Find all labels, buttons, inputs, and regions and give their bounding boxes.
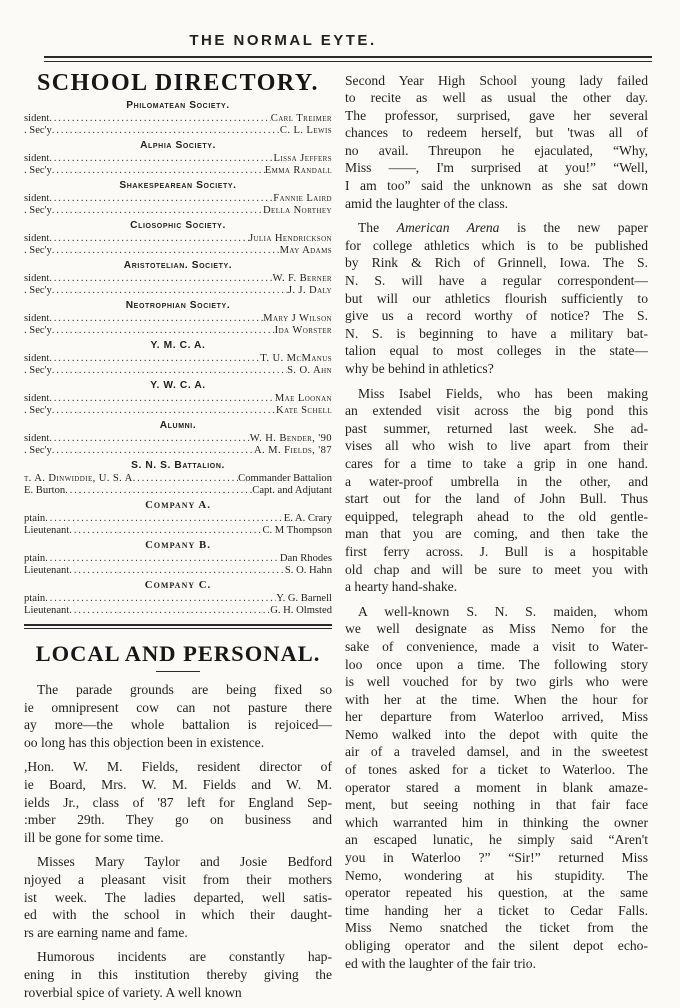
directory-entry-value: C. M Thompson <box>262 525 332 537</box>
paragraph <box>345 603 648 972</box>
directory-entry-row <box>24 353 332 365</box>
directory-entry-value: Julia Hendrickson <box>249 233 332 245</box>
text-line: loo once upon a time. The following story <box>345 656 648 674</box>
directory-group-heading: Alumni. <box>24 420 332 432</box>
text-line: for college athletics which is to be published <box>345 237 648 255</box>
dot-leader <box>49 153 273 165</box>
directory-group-heading: Company C. <box>24 580 332 592</box>
dot-leader <box>49 273 272 285</box>
dot-leader <box>52 245 280 257</box>
directory-group-heading: Philomatean Society. <box>24 100 332 112</box>
directory-entry-label: sident <box>24 433 49 445</box>
directory-entry-label: sident <box>24 313 49 325</box>
right-column-body <box>345 72 648 973</box>
text-line: vises all who wish to live apart from their <box>345 437 648 455</box>
dot-leader <box>52 445 254 457</box>
masthead-title: THE NORMAL EYTE. <box>0 32 597 49</box>
dot-leader <box>52 205 263 217</box>
directory-entry-label: sident <box>24 393 49 405</box>
text-line: ill be gone for some time. <box>24 829 332 847</box>
dot-leader <box>65 485 252 497</box>
text-line: Nemo, wondering at his stupidity. The <box>345 867 648 885</box>
directory-entry-label: sident <box>24 193 49 205</box>
directory-entry-row <box>24 445 332 457</box>
paragraph <box>345 385 648 596</box>
text-line: air of a traveled damsel, and in the sweetest <box>345 743 648 761</box>
text-line: talion equal to most colleges in the state— <box>345 342 648 360</box>
directory-group-heading: Company A. <box>24 500 332 512</box>
text-line: A well-known S. N. S. maiden, whom <box>345 603 648 621</box>
directory-group-heading: Shakespearean Society. <box>24 180 332 192</box>
directory-entry-value: Dan Rhodes <box>280 553 332 565</box>
text-line: operator stared a moment in blank amaze- <box>345 779 648 797</box>
directory-entry-row <box>24 233 332 245</box>
school-directory-list <box>24 100 332 617</box>
text-line: no avail. Threupon he ejaculated, “Why, <box>345 142 648 160</box>
dot-leader <box>133 473 238 485</box>
paragraph <box>24 758 332 846</box>
directory-entry-value: Ida Worster <box>275 325 332 337</box>
text-line: time handing her a ticket to Cedar Falls. <box>345 902 648 920</box>
dot-leader <box>52 405 276 417</box>
directory-entry-row <box>24 393 332 405</box>
directory-group <box>24 260 332 297</box>
text-line: old chap and will be sure to meet you with <box>345 561 648 579</box>
directory-entry-value: Emma Randall <box>265 165 332 177</box>
text-line: man that you are coming, and then take the <box>345 525 648 543</box>
text-line: but will our athletics flourish sufficiently to <box>345 290 648 308</box>
directory-entry-row <box>24 285 332 297</box>
directory-group <box>24 300 332 337</box>
text-line: Miss Isabel Fields, who has been making <box>345 385 648 403</box>
directory-entry-row <box>24 593 332 605</box>
text-line: operator repeated his question, at the same <box>345 884 648 902</box>
directory-entry-label: . Sec'y <box>24 365 52 377</box>
directory-group-heading: Y. W. C. A. <box>24 380 332 392</box>
directory-group <box>24 460 332 497</box>
directory-entry-label: Lieutenant <box>24 525 69 537</box>
directory-entry-row <box>24 513 332 525</box>
directory-entry-label: ptain <box>24 593 45 605</box>
directory-entry-label: Lieutenant <box>24 565 69 577</box>
directory-entry-row <box>24 325 332 337</box>
directory-group <box>24 220 332 257</box>
directory-group-heading: Y. M. C. A. <box>24 340 332 352</box>
text-line: amid the laughter of the class. <box>345 195 648 213</box>
directory-entry-label: . Sec'y <box>24 445 52 457</box>
directory-entry-row <box>24 565 332 577</box>
dot-leader <box>49 113 270 125</box>
text-line: a water-proof umbrella in the other, and <box>345 473 648 491</box>
text-line: oo long has this objection been in existence. <box>24 734 332 752</box>
directory-group-heading: Alphia Society. <box>24 140 332 152</box>
directory-group <box>24 580 332 617</box>
directory-entry-row <box>24 405 332 417</box>
directory-entry-label: t. A. Dinwiddie, U. S. A <box>24 473 133 485</box>
directory-group <box>24 180 332 217</box>
directory-entry-label: Lieutenant <box>24 605 69 617</box>
text-line: is well vouched for by two girls who were <box>345 673 648 691</box>
local-and-personal-body <box>24 681 332 1001</box>
directory-group <box>24 340 332 377</box>
dot-leader <box>52 165 265 177</box>
directory-entry-row <box>24 113 332 125</box>
paragraph <box>24 681 332 751</box>
directory-group-heading: Neotrophian Society. <box>24 300 332 312</box>
dot-leader <box>49 353 260 365</box>
directory-entry-row <box>24 245 332 257</box>
directory-entry-value: May Adams <box>280 245 332 257</box>
text-line: first ferry across. J. Bull is a hospitable <box>345 543 648 561</box>
directory-group-heading: S. N. S. Battalion. <box>24 460 332 472</box>
directory-entry-label: . Sec'y <box>24 245 52 257</box>
directory-entry-value: Kate Schell <box>276 405 332 417</box>
text-line: give us a record worthy of notice? The S. <box>345 307 648 325</box>
dot-leader <box>49 433 249 445</box>
directory-entry-label: . Sec'y <box>24 165 52 177</box>
dot-leader <box>49 393 275 405</box>
text-line: Miss Nemo snatched the ticket from the <box>345 919 648 937</box>
dot-leader <box>45 513 284 525</box>
directory-entry-row <box>24 433 332 445</box>
text-line: ie Board, Mrs. W. M. Fields and W. M. <box>24 776 332 794</box>
directory-entry-row <box>24 153 332 165</box>
directory-entry-label: . Sec'y <box>24 205 52 217</box>
right-column <box>345 70 648 1008</box>
text-line: why be behind in athletics? <box>345 360 648 378</box>
text-line: Nemo walked into the depot with quite the <box>345 726 648 744</box>
text-line: you in Waterloo ?” “Sir!” returned Miss <box>345 849 648 867</box>
directory-entry-value: A. M. Fields, '87 <box>254 445 332 457</box>
directory-entry-label: . Sec'y <box>24 285 52 297</box>
text-line: sake of convenience, made a visit to Water- <box>345 638 648 656</box>
text-line: ay more—the whole battalion is rejoiced— <box>24 716 332 734</box>
directory-entry-row <box>24 525 332 537</box>
directory-entry-value: G. H. Olmsted <box>270 605 332 617</box>
directory-entry-row <box>24 553 332 565</box>
local-and-personal-title: LOCAL AND PERSONAL. <box>24 641 332 667</box>
directory-entry-value: Carl Treimer <box>271 113 332 125</box>
directory-entry-row <box>24 205 332 217</box>
text-line: chances to redeem herself, but 'twas all of <box>345 124 648 142</box>
dot-leader <box>69 525 262 537</box>
text-line: equipped, telegraph ahead to the old gentle- <box>345 508 648 526</box>
directory-group <box>24 540 332 577</box>
text-line: cares for a time to take a grip in one hand. <box>345 455 648 473</box>
school-directory-title: SCHOOL DIRECTORY. <box>24 70 332 97</box>
text-line: to recite as well as usual the other day. <box>345 89 648 107</box>
dot-leader <box>52 285 288 297</box>
text-line: start out for the land of John Bull. Thus <box>345 490 648 508</box>
text-line: Miss ——, I'm surprised at you!” “Well, <box>345 159 648 177</box>
text-line: an extended visit across the big pond this <box>345 402 648 420</box>
directory-entry-value: S. O. Ahn <box>287 365 332 377</box>
text-line: njoyed a pleasant visit from their mothers <box>24 871 332 889</box>
text-line: N. S. will have a regular correspondent— <box>345 272 648 290</box>
text-line: roverbial spice of variety. A well known <box>24 984 332 1002</box>
directory-entry-label: sident <box>24 113 49 125</box>
directory-group-heading: Company B. <box>24 540 332 552</box>
text-line: I am too” said the unknown as she sat down <box>345 177 648 195</box>
text-line: a hearty hand-shake. <box>345 578 648 596</box>
dot-leader <box>45 593 276 605</box>
text-line: ening in this institution thereby giving the <box>24 966 332 984</box>
directory-entry-row <box>24 365 332 377</box>
text-line: Misses Mary Taylor and Josie Bedford <box>24 853 332 871</box>
directory-group-heading: Cliosophic Society. <box>24 220 332 232</box>
directory-entry-value: Commander Battalion <box>238 473 332 485</box>
directory-entry-row <box>24 313 332 325</box>
dot-leader <box>69 605 270 617</box>
text-line: her departure from Waterloo arrived, Miss <box>345 708 648 726</box>
text-line: ed with the school in which their daught- <box>24 906 332 924</box>
directory-entry-label: . Sec'y <box>24 325 52 337</box>
directory-entry-value: T. U. McManus <box>260 353 332 365</box>
directory-entry-value: Mary J Wilson <box>263 313 332 325</box>
directory-group <box>24 380 332 417</box>
text-line: an escaped lunatic, he simply said “Aren't <box>345 831 648 849</box>
directory-entry-label: ptain <box>24 513 45 525</box>
page-columns <box>24 70 652 1008</box>
directory-entry-label: . Sec'y <box>24 125 52 137</box>
dot-leader <box>69 565 285 577</box>
dot-leader <box>45 553 280 565</box>
dot-leader <box>52 365 287 377</box>
dot-leader <box>49 313 263 325</box>
directory-entry-value: Capt. and Adjutant <box>252 485 332 497</box>
directory-entry-value: Y. G. Barnell <box>276 593 332 605</box>
text-line: Second Year High School young lady failed <box>345 72 648 90</box>
directory-entry-row <box>24 193 332 205</box>
directory-entry-row <box>24 473 332 485</box>
title-flourish-rule <box>156 671 200 672</box>
directory-entry-row <box>24 273 332 285</box>
text-line: ist week. The ladies departed, well satis- <box>24 889 332 907</box>
text-line: The professor, surprised, gave her several <box>345 107 648 125</box>
directory-entry-label: sident <box>24 353 49 365</box>
directory-entry-label: sident <box>24 153 49 165</box>
directory-entry-value: C. L. Lewis <box>280 125 332 137</box>
text-line: ed with the laughter of the fair trio. <box>345 955 648 973</box>
directory-entry-value: W. H. Bender, '90 <box>250 433 332 445</box>
text-line: ields Jr., class of '87 left for England Sep- <box>24 794 332 812</box>
text-line: we well designate as Miss Nemo for the <box>345 620 648 638</box>
text-line: ,Hon. W. M. Fields, resident director of <box>24 758 332 776</box>
directory-entry-row <box>24 485 332 497</box>
dot-leader <box>52 325 275 337</box>
directory-entry-value: Fannie Laird <box>273 193 332 205</box>
text-line: ie omnipresent cow can not pasture there <box>24 699 332 717</box>
directory-group <box>24 100 332 137</box>
text-line: ment, but seeing nothing in that fair face <box>345 796 648 814</box>
section-divider-rule <box>24 624 332 630</box>
text-line: The parade grounds are being fixed so <box>24 681 332 699</box>
text-line: by Rink & Rich of Grinnell, Iowa. The S. <box>345 254 648 272</box>
masthead-rule <box>44 56 652 62</box>
text-line: N. S. is beginning to have a military bat- <box>345 325 648 343</box>
text-line: with her at the time. When the hour for <box>345 691 648 709</box>
directory-entry-row <box>24 165 332 177</box>
directory-entry-label: . Sec'y <box>24 405 52 417</box>
directory-entry-value: Mae Loonan <box>275 393 332 405</box>
directory-entry-value: E. A. Crary <box>284 513 332 525</box>
dot-leader <box>49 193 273 205</box>
text-line: which warranted him in thinking the owner <box>345 814 648 832</box>
directory-entry-label: sident <box>24 233 49 245</box>
text-line: of tones asked for a ticket to Waterloo. The <box>345 761 648 779</box>
directory-entry-label: ptain <box>24 553 45 565</box>
directory-group <box>24 500 332 537</box>
directory-group <box>24 420 332 457</box>
paragraph <box>24 853 332 941</box>
dot-leader <box>49 233 249 245</box>
directory-entry-value: W. F. Berner <box>273 273 332 285</box>
text-line: :mber 29th. They go on business and <box>24 811 332 829</box>
directory-group <box>24 140 332 177</box>
text-line: The American Arena is the new paper <box>345 219 648 237</box>
directory-entry-value: J. J. Daly <box>288 285 332 297</box>
text-line: rs are earning name and fame. <box>24 924 332 942</box>
dot-leader <box>52 125 280 137</box>
paragraph <box>345 219 648 377</box>
directory-entry-row <box>24 125 332 137</box>
directory-entry-label: E. Burton <box>24 485 65 497</box>
left-column <box>24 70 332 1008</box>
directory-entry-value: Lissa Jeffers <box>273 153 332 165</box>
text-line: obliging operator and the silent depot echo- <box>345 937 648 955</box>
text-line: Humorous incidents are constantly hap- <box>24 948 332 966</box>
directory-entry-label: sident <box>24 273 49 285</box>
directory-entry-value: S. O. Hahn <box>285 565 332 577</box>
text-line: past summer, returned last week. She ad- <box>345 420 648 438</box>
directory-entry-value: Della Northey <box>263 205 332 217</box>
directory-entry-row <box>24 605 332 617</box>
paragraph <box>345 72 648 213</box>
paragraph <box>24 948 332 1001</box>
directory-group-heading: Aristotelian. Society. <box>24 260 332 272</box>
